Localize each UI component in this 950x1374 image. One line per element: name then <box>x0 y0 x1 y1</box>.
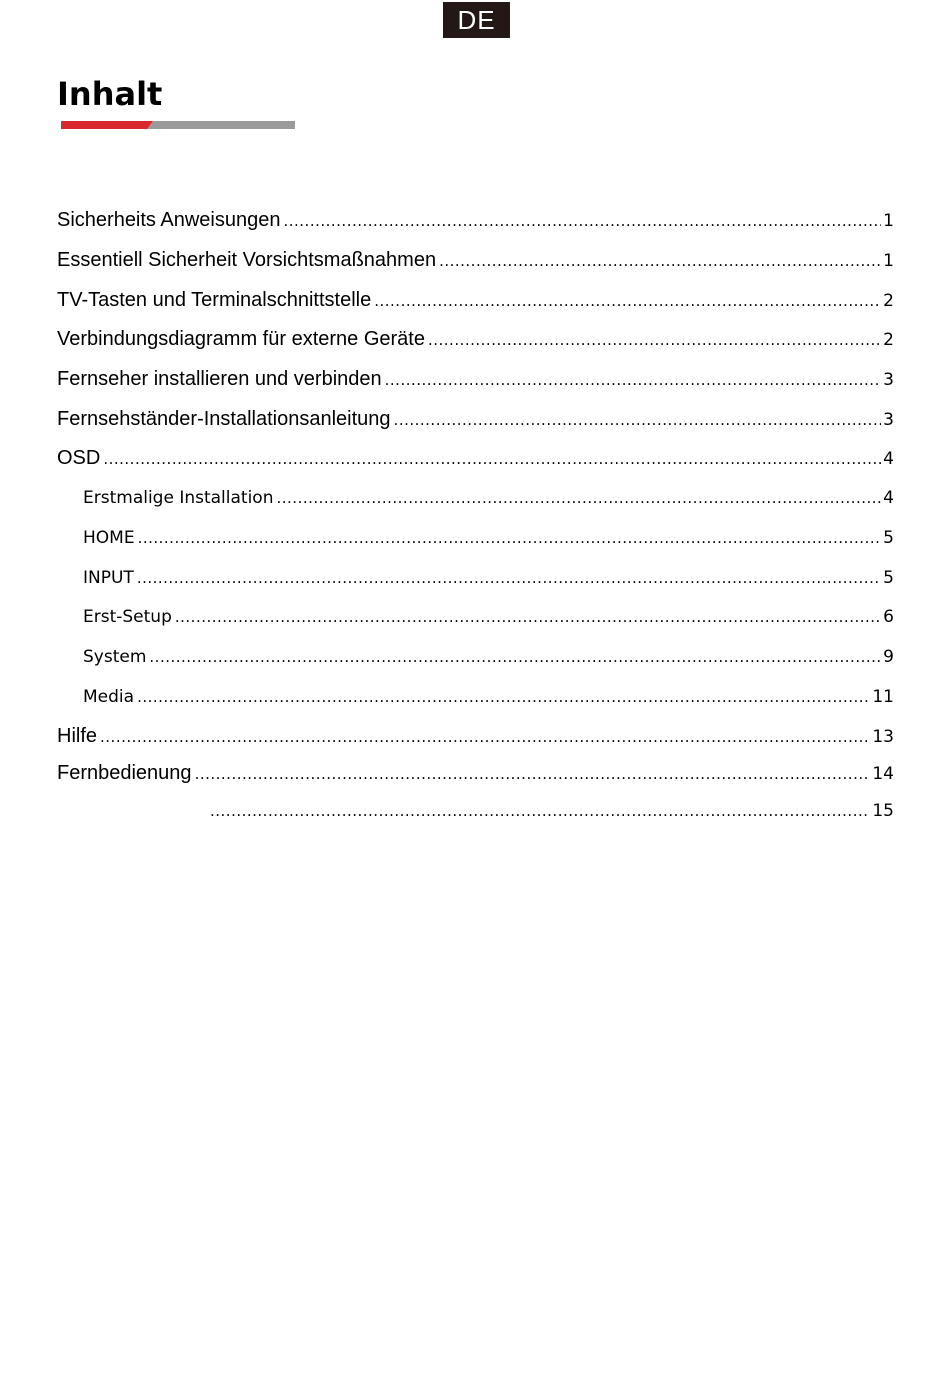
page-title: Inhalt <box>57 75 163 113</box>
toc-entry-label: Sicherheits Anweisungen <box>57 209 281 231</box>
toc-entry-page: 11 <box>872 687 894 707</box>
title-underline <box>61 121 295 129</box>
toc-subentry[interactable] <box>57 486 894 510</box>
toc-entry-page: 5 <box>883 568 894 588</box>
toc-leader-dots <box>149 645 881 669</box>
toc-entry[interactable] <box>207 798 894 824</box>
toc-leader-dots <box>138 526 882 550</box>
toc-entry[interactable] <box>57 445 894 472</box>
toc-entry-page: 2 <box>883 291 894 311</box>
toc-leader-dots <box>103 446 881 472</box>
toc-entry[interactable] <box>57 247 894 274</box>
toc-entry-page: 3 <box>883 410 894 430</box>
toc-entry[interactable] <box>57 723 894 750</box>
toc-entry[interactable] <box>57 366 894 393</box>
toc-leader-dots <box>195 761 871 787</box>
toc-subentry[interactable] <box>57 645 894 669</box>
toc-entry-label: Fernbedienung <box>57 762 192 784</box>
toc-entry-page: 1 <box>883 251 894 271</box>
toc-leader-dots <box>210 798 870 824</box>
toc-entry[interactable] <box>57 406 894 433</box>
title-underline-red-segment <box>61 121 153 129</box>
toc-leader-dots <box>428 327 881 353</box>
toc-entry-label: OSD <box>57 447 101 469</box>
toc-entry-label: Hilfe <box>57 725 98 747</box>
toc-entry-label: Media <box>83 687 135 707</box>
toc-entry[interactable] <box>57 760 894 787</box>
toc-entry-page: 2 <box>883 330 894 350</box>
toc-subentry[interactable] <box>57 685 894 709</box>
toc-leader-dots <box>100 724 870 750</box>
toc-entry-page: 9 <box>883 647 894 667</box>
language-badge: DE <box>443 2 510 38</box>
toc-leader-dots <box>137 685 870 709</box>
toc-entry-page: 3 <box>883 370 894 390</box>
toc-entry-page: 5 <box>883 528 894 548</box>
toc-entry-label: Erstmalige Installation <box>83 488 274 508</box>
toc-leader-dots <box>283 208 881 234</box>
toc-entry-label: Erst-Setup <box>83 607 172 627</box>
toc-entry[interactable] <box>57 207 894 234</box>
toc-entry-label: System <box>83 647 147 667</box>
toc-entry-label: Verbindungsdiagramm für externe Geräte <box>57 328 425 350</box>
toc-subentry[interactable] <box>57 566 894 590</box>
toc-entry-label: HOME <box>83 528 135 548</box>
toc-entry-label: TV-Tasten und Terminalschnittstelle <box>57 289 372 311</box>
toc-leader-dots <box>277 486 882 510</box>
toc-entry-page: 15 <box>872 801 894 821</box>
toc-entry-label: Essentiell Sicherheit Vorsichtsmaßnahmen <box>57 249 437 271</box>
toc-leader-dots <box>385 367 882 393</box>
toc-leader-dots <box>374 288 881 314</box>
toc-entry-label: INPUT <box>83 568 134 588</box>
toc-entry[interactable] <box>57 326 894 353</box>
toc-leader-dots <box>137 566 881 590</box>
toc-entry[interactable] <box>57 287 894 314</box>
toc-entry-page: 1 <box>883 211 894 231</box>
toc-subentry[interactable] <box>57 605 894 629</box>
toc-entry-label: Fernseher installieren und verbinden <box>57 368 382 390</box>
toc-subentry[interactable] <box>57 526 894 550</box>
toc-leader-dots <box>175 605 881 629</box>
toc-entry-label: Fernsehständer-Installationsanleitung <box>57 408 391 430</box>
toc-leader-dots <box>439 248 881 274</box>
toc-entry-page: 14 <box>872 764 894 784</box>
title-underline-gray-segment <box>147 121 295 129</box>
toc-entry-page: 4 <box>883 449 894 469</box>
toc-entry-page: 6 <box>883 607 894 627</box>
toc-entry-page: 4 <box>883 488 894 508</box>
toc-leader-dots <box>394 407 882 433</box>
toc-entry-page: 13 <box>872 727 894 747</box>
